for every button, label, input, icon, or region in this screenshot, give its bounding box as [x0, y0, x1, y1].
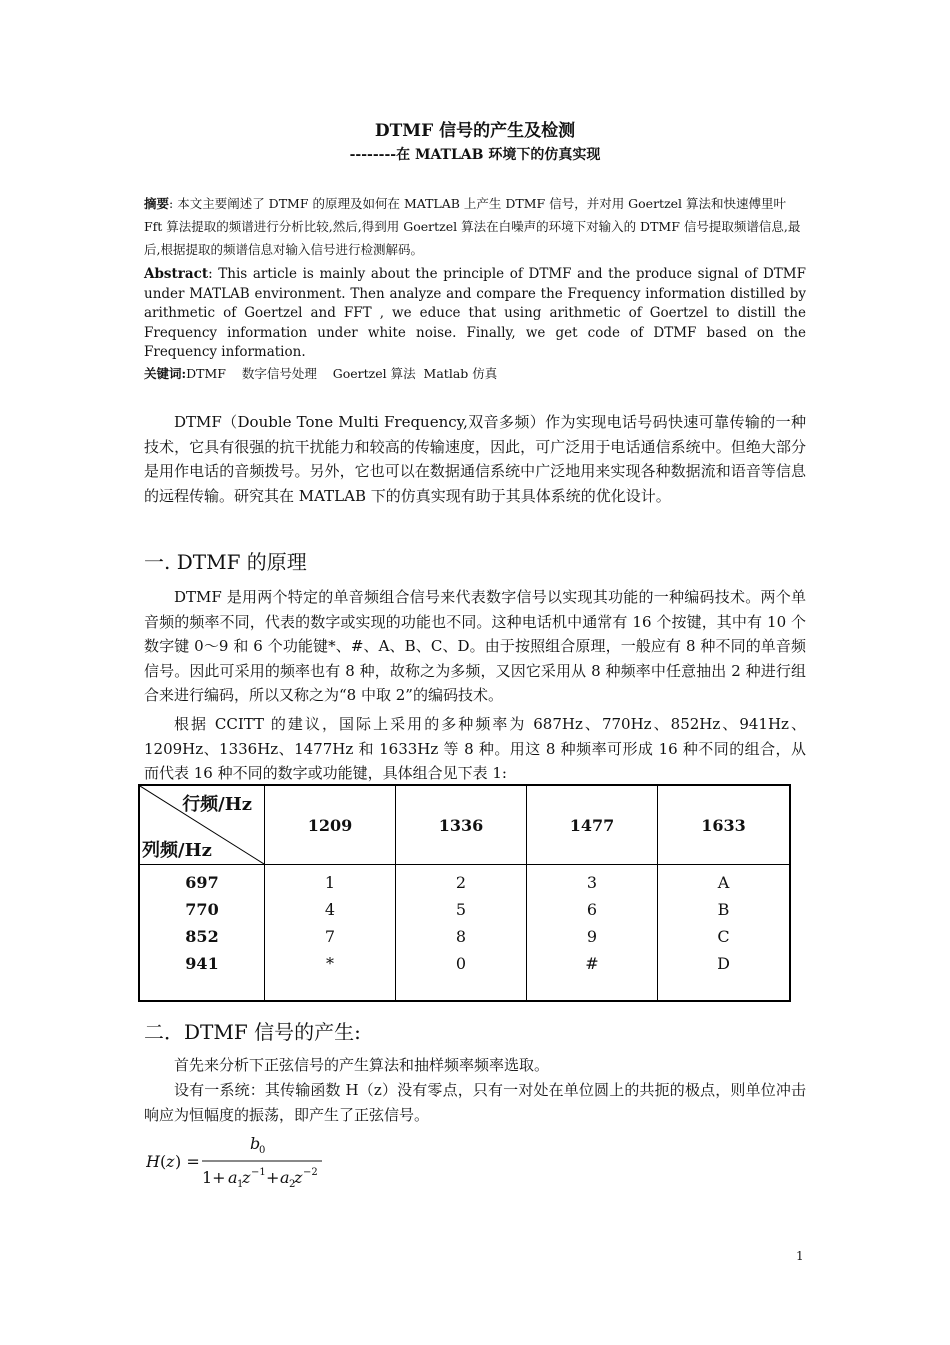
table-cell: # — [585, 954, 599, 973]
table-cell: A — [717, 873, 730, 892]
abstract-cn-text: : 本文主要阐述了 DTMF 的原理及如何在 MATLAB 上产生 DTMF 信号，并对用 Goertzel 算法和快速傅里叶 Fft 算法提取的频谱进行分析比较,然后,得到用 Goertzel 算法在白噪声的环境下对输入的 DTMF 信号提取频谱信息,最后,根据提取的频谱信息对输入信号进行检测解码。 — [144, 196, 801, 257]
table-cell: 5 — [455, 900, 467, 919]
svg-text:+: + — [266, 1168, 280, 1187]
abstract-en-text: : This article is mainly about the principle of DTMF and the produce signal of DTMF under MATLAB environment. Then analyze and compare the Frequency information distilled by arithmetic of Goertzel and FFT , we educe that using arithmetic of Goertzel to distill the Frequency information under white noise. Finally, we get code of DTMF based on the Frequency information. — [144, 266, 806, 360]
table-column — [265, 865, 396, 1002]
table-cell: 2 — [455, 873, 467, 892]
section-1-heading: 一. DTMF 的原理 — [144, 550, 307, 574]
row-header: 941 — [185, 954, 219, 973]
section-1-paragraph-2: 根据 CCITT 的建议，国际上采用的多种频率为 687Hz、770Hz、852Hz、941Hz、1209Hz、1336Hz、1477Hz 和 1633Hz 等 8 种。用这 8 种频率可形成 16 种不同的组合，从而代表 16 种不同的数字或功能键，具体组合见下表 1: — [144, 715, 806, 782]
section-1-paragraph-1: DTMF 是用两个特定的单音频组合信号来代表数字信号以实现其功能的一种编码技术。两个单音频的频率不同，代表的数字或实现的功能也不同。这种电话机中通常有 16 个按键，其中有 10 个数字键 0～9 和 6 个功能键*、#、A、B、C、D。由于按照组合原理，一般应有 8 种不同的单音频信号。因此可采用的频率也有 8 种，故称之为多频，又因它采用从 8 种频率中任意抽出 2 种进行组合来进行编码，所以又称之为“8 中取 2”的编码技术。 — [144, 588, 806, 704]
row-header: 852 — [185, 927, 219, 946]
table-cell: 0 — [455, 954, 467, 973]
svg-text:z: z — [242, 1168, 251, 1187]
table-column — [396, 865, 527, 1002]
transfer-function-formula — [146, 1135, 336, 1190]
table-cell: C — [717, 927, 730, 946]
svg-text:b: b — [250, 1135, 261, 1153]
keywords — [144, 364, 806, 382]
abstract-cn-label: 摘要 — [144, 196, 170, 211]
table-cell: 6 — [586, 900, 598, 919]
row-header-column — [139, 865, 265, 1002]
svg-text:a: a — [280, 1168, 290, 1187]
svg-text:1+: 1+ — [202, 1168, 226, 1187]
row-frequency-header: 行频/Hz — [182, 794, 252, 815]
section-2-paragraph-1: 首先来分析下正弦信号的产生算法和抽样频率频率选取。 — [174, 1056, 550, 1074]
table-cell: 4 — [324, 900, 336, 919]
table-cell: 9 — [586, 927, 598, 946]
svg-text:z: z — [166, 1152, 175, 1171]
column-header: 1477 — [527, 785, 658, 865]
dtmf-frequency-table — [138, 784, 791, 1002]
table-cell: 1 — [324, 873, 336, 892]
table-corner-cell — [139, 785, 265, 865]
svg-text:z: z — [294, 1168, 303, 1187]
column-header: 1633 — [658, 785, 791, 865]
keywords-label: 关键词: — [144, 366, 187, 381]
abstract-en-label: Abstract — [144, 266, 209, 282]
row-header: 770 — [185, 900, 219, 919]
abstract-english — [144, 265, 806, 363]
section-2-paragraph-2: 设有一系统：其传输函数 H（z）没有零点，只有一对处在单位圆上的共扼的极点，则单位冲击响应为恒幅度的振荡，即产生了正弦信号。 — [144, 1081, 806, 1124]
section-2-heading: 二．DTMF 信号的产生: — [144, 1020, 361, 1044]
column-frequency-header: 列频/Hz — [142, 840, 212, 861]
keywords-text: DTMF 数字信号处理 Goertzel 算法 Matlab 仿真 — [186, 366, 498, 381]
table-cell: 8 — [455, 927, 467, 946]
svg-text:−1: −1 — [251, 1167, 266, 1178]
svg-text:a: a — [228, 1168, 238, 1187]
table-cell: D — [717, 954, 730, 973]
abstract-chinese — [144, 192, 806, 261]
table-cell: B — [717, 900, 730, 919]
svg-text:(: ( — [160, 1152, 167, 1171]
svg-text:0: 0 — [259, 1145, 266, 1156]
paper-subtitle: --------在 MATLAB 环境下的仿真实现 — [349, 147, 601, 163]
intro-paragraph: DTMF（Double Tone Multi Frequency,双音多频）作为实现电话号码快速可靠传输的一种技术，它具有很强的抗干扰能力和较高的传输速度，因此，可广泛用于电话通信系统中。但绝大部分是用作电话的音频拨号。另外，它也可以在数据通信系统中广泛地用来实现各种数据流和语音等信息的远程传输。研究其在 MATLAB 下的仿真实现有助于其具体系统的优化设计。 — [144, 413, 806, 505]
svg-text:) =: ) = — [175, 1152, 200, 1171]
svg-text:2: 2 — [289, 1179, 296, 1190]
column-header: 1209 — [265, 785, 396, 865]
svg-text:H: H — [146, 1152, 160, 1171]
svg-text:−2: −2 — [303, 1167, 318, 1178]
table-cell: 7 — [324, 927, 336, 946]
table-cell: 3 — [586, 873, 598, 892]
row-header: 697 — [185, 873, 219, 892]
table-cell: * — [326, 954, 334, 973]
table-column — [527, 865, 658, 1002]
paper-title: DTMF 信号的产生及检测 — [374, 121, 576, 141]
column-header: 1336 — [396, 785, 527, 865]
svg-text:1: 1 — [237, 1179, 244, 1190]
page-number: 1 — [796, 1249, 804, 1263]
table-column — [658, 865, 791, 1002]
